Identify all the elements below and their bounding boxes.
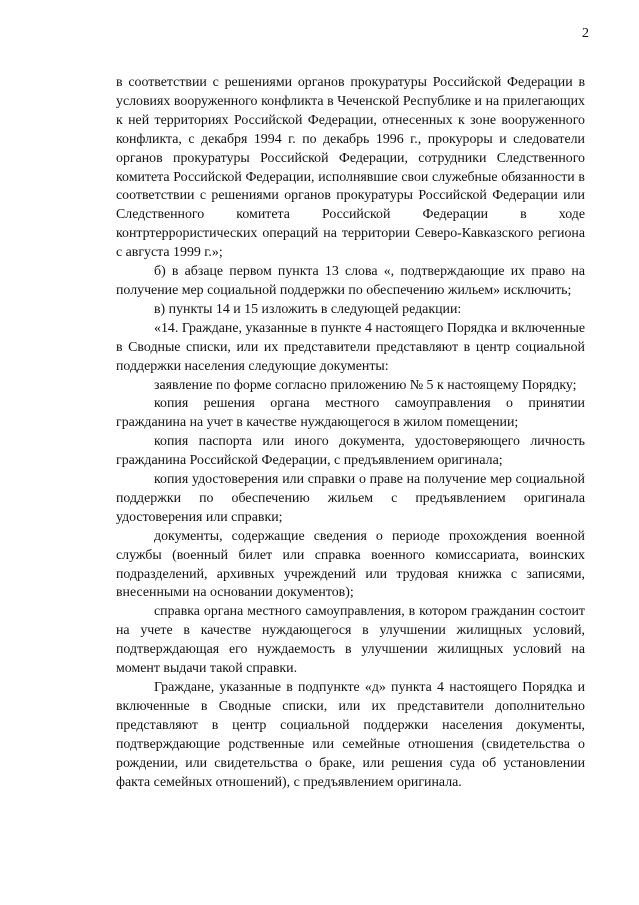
paragraph: справка органа местного самоуправления, в котором гражданин состоит на учете в качестве нуждающегося в улучшении жилищных условий, подтверждающая его нуждаемость в улучшении жилищных условий на момент выдачи такой справки. bbox=[116, 604, 585, 677]
page-number: 2 bbox=[582, 26, 589, 41]
paragraph: копия удостоверения или справки о праве на получение мер социальной поддержки по обеспечению жильем с предъявлением оригинала удостоверения или справки; bbox=[116, 472, 585, 525]
paragraph: копия решения органа местного самоуправления о принятии гражданина на учет в качестве нуждающегося в жилом помещении; bbox=[116, 396, 585, 431]
paragraph: документы, содержащие сведения о периоде прохождения военной службы (военный билет или справка военного комиссариата, воинских подразделений, архивных учреждений или трудовая книжка с записями, внесенными на основании документов); bbox=[116, 528, 585, 601]
paragraph: «14. Граждане, указанные в пункте 4 настоящего Порядка и включенные в Сводные списки, или их представители представляют в центр социальной поддержки населения следующие документы: bbox=[116, 320, 585, 374]
document-body bbox=[116, 74, 585, 792]
paragraph: заявление по форме согласно приложению № 5 к настоящему Порядку; bbox=[154, 377, 577, 393]
paragraph: в соответствии с решениями органов прокуратуры Российской Федерации в условиях вооруженного конфликта в Чеченской Республике и на прилегающих к ней территориях Российской Федерации, отнесенных к зоне вооруженного конфликта, с декабря 1994 г. по декабрь 1996 г., прокуроры и следователи органов прокуратуры Российской Федерации, сотрудники Следственного комитета Российской Федерации, исполнявшие свои служебные обязанности в соответствии с решениями органов прокуратуры Российской Федерации или Следственного комитета Российской Федерации в ходе контртеррористических операций на территории Северо-Кавказского региона с августа 1999 г.»; bbox=[116, 75, 585, 261]
paragraph: в) пункты 14 и 15 изложить в следующей редакции: bbox=[154, 301, 462, 317]
paragraph: б) в абзаце первом пункта 13 слова «, подтверждающие их право на получение мер социальной поддержки по обеспечению жильем» исключить; bbox=[116, 264, 585, 298]
paragraph: копия паспорта или иного документа, удостоверяющего личность гражданина Российской Федерации, с предъявлением оригинала; bbox=[116, 434, 585, 469]
paragraph: Граждане, указанные в подпункте «д» пункта 4 настоящего Порядка и включенные в Сводные списки, или их представители дополнительно представляют в центр социальной поддержки населения документы, подтверждающие родственные или семейные отношения (свидетельства о рождении, или свидетельства о браке, или решения суда об установлении факта семейных отношений), с предъявлением оригинала. bbox=[116, 680, 585, 790]
